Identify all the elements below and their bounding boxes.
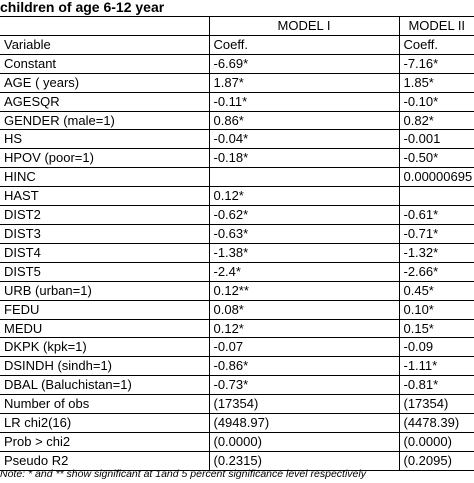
table-row <box>0 395 474 414</box>
model-2-cell: 0.45* <box>399 281 474 300</box>
model-1-cell: -6.69* <box>209 54 399 73</box>
model-2-cell: -0.50* <box>399 149 474 168</box>
model-1-cell: -2.4* <box>209 262 399 281</box>
model-2-cell: -2.66* <box>399 262 474 281</box>
model-1-cell: 0.08* <box>209 300 399 319</box>
table-row <box>0 73 474 92</box>
variable-cell: Variable <box>0 35 209 54</box>
variable-cell: Pseudo R2 <box>0 451 209 470</box>
table-row <box>0 262 474 281</box>
table-row <box>0 206 474 225</box>
regression-table <box>0 16 474 471</box>
model-2-cell: -7.16* <box>399 54 474 73</box>
table-row <box>0 376 474 395</box>
model-1-cell: (17354) <box>209 395 399 414</box>
model-1-cell: -0.63* <box>209 224 399 243</box>
variable-cell: AGESQR <box>0 92 209 111</box>
model-2-cell: 0.82* <box>399 111 474 130</box>
model-1-cell: (0.0000) <box>209 432 399 451</box>
model-1-cell: (4948.97) <box>209 414 399 433</box>
variable-cell: DKPK (kpk=1) <box>0 338 209 357</box>
header-blank-cell <box>0 17 209 36</box>
model-1-cell: 0.12* <box>209 187 399 206</box>
model-2-cell: 1.85* <box>399 73 474 92</box>
model-2-cell: (0.2095) <box>399 451 474 470</box>
variable-cell: HPOV (poor=1) <box>0 149 209 168</box>
table-row <box>0 187 474 206</box>
header-row <box>0 17 474 36</box>
variable-cell: LR chi2(16) <box>0 414 209 433</box>
variable-cell: DIST4 <box>0 243 209 262</box>
model-1-cell: 0.12* <box>209 319 399 338</box>
model-2-cell: (17354) <box>399 395 474 414</box>
table-row <box>0 414 474 433</box>
model-1-cell: 1.87* <box>209 73 399 92</box>
table-row <box>0 111 474 130</box>
model-1-cell: -0.04* <box>209 130 399 149</box>
table-row <box>0 35 474 54</box>
model-1-cell: Coeff. <box>209 35 399 54</box>
table-row <box>0 92 474 111</box>
variable-cell: DIST5 <box>0 262 209 281</box>
model-2-cell: -1.32* <box>399 243 474 262</box>
model-2-cell: -0.81* <box>399 376 474 395</box>
model-1-cell: -0.18* <box>209 149 399 168</box>
table-row <box>0 300 474 319</box>
table-row <box>0 54 474 73</box>
table-row <box>0 281 474 300</box>
model-1-cell: -0.86* <box>209 357 399 376</box>
model-2-cell: -0.09 <box>399 338 474 357</box>
model-2-cell: -0.71* <box>399 224 474 243</box>
table-row <box>0 130 474 149</box>
footnote: Note: * and ** show significant at 1and 5 percent significance level respectively <box>0 468 366 480</box>
model-1-cell: (0.2315) <box>209 451 399 470</box>
model-2-cell: -0.10* <box>399 92 474 111</box>
table-row <box>0 432 474 451</box>
model-1-cell: -0.07 <box>209 338 399 357</box>
variable-cell: Number of obs <box>0 395 209 414</box>
model-2-cell: 0.15* <box>399 319 474 338</box>
variable-cell: DBAL (Baluchistan=1) <box>0 376 209 395</box>
variable-cell: AGE ( years) <box>0 73 209 92</box>
table-title: children of age 6-12 year <box>0 0 165 15</box>
variable-cell: HINC <box>0 168 209 187</box>
table-row <box>0 357 474 376</box>
model-1-cell: -1.38* <box>209 243 399 262</box>
variable-cell: GENDER (male=1) <box>0 111 209 130</box>
model-1-cell: 0.12** <box>209 281 399 300</box>
variable-cell: DSINDH (sindh=1) <box>0 357 209 376</box>
model-2-cell: -0.61* <box>399 206 474 225</box>
model-1-cell: -0.62* <box>209 206 399 225</box>
model-2-cell: -1.11* <box>399 357 474 376</box>
variable-cell: MEDU <box>0 319 209 338</box>
variable-cell: HS <box>0 130 209 149</box>
model-2-cell: (4478.39) <box>399 414 474 433</box>
model-1-cell: -0.73* <box>209 376 399 395</box>
model-1-cell: 0.86* <box>209 111 399 130</box>
model-2-cell: (0.0000) <box>399 432 474 451</box>
variable-cell: FEDU <box>0 300 209 319</box>
model-1-cell: -0.11* <box>209 92 399 111</box>
model-2-cell: Coeff. <box>399 35 474 54</box>
model-1-cell <box>209 168 399 187</box>
table-row <box>0 243 474 262</box>
variable-cell: Prob > chi2 <box>0 432 209 451</box>
model-2-cell: 0.10* <box>399 300 474 319</box>
model-2-header: MODEL II <box>399 17 474 36</box>
model-2-cell <box>399 187 474 206</box>
model-2-cell: 0.00000695 <box>399 168 474 187</box>
table-row <box>0 224 474 243</box>
model-1-header: MODEL I <box>209 17 399 36</box>
variable-cell: URB (urban=1) <box>0 281 209 300</box>
table-row <box>0 338 474 357</box>
table-row <box>0 319 474 338</box>
table-row <box>0 168 474 187</box>
variable-cell: HAST <box>0 187 209 206</box>
variable-cell: DIST3 <box>0 224 209 243</box>
variable-cell: DIST2 <box>0 206 209 225</box>
table-row <box>0 149 474 168</box>
variable-cell: Constant <box>0 54 209 73</box>
model-2-cell: -0.001 <box>399 130 474 149</box>
